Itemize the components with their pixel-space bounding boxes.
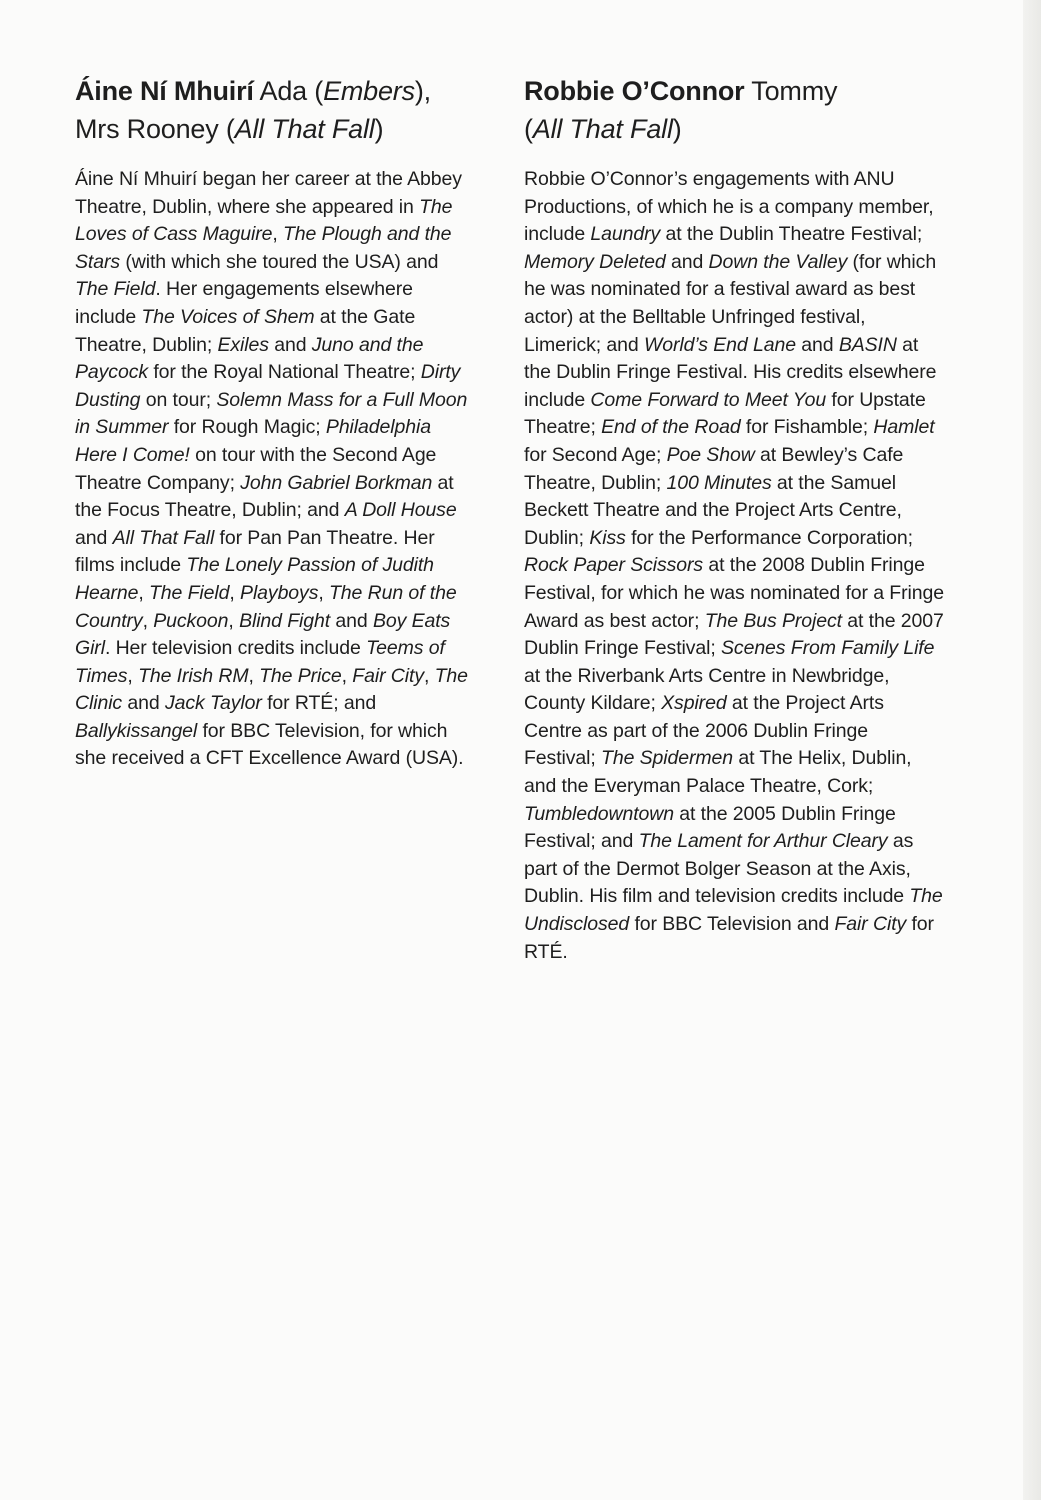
text-run: , (272, 223, 283, 246)
text-run: for Pan Pan Theatre. Her films include (75, 526, 435, 577)
text-run: End of the Road (601, 416, 741, 439)
text-run: Down the Valley (708, 250, 848, 273)
right-heading (524, 72, 944, 148)
text-run: Tommy (744, 76, 838, 106)
text-run: on tour; (140, 388, 217, 411)
text-run: Exiles (217, 333, 269, 356)
text-run: Ballykissangel (75, 719, 198, 742)
text-run: Xspired (661, 692, 727, 715)
text-run: for Rough Magic; (168, 416, 326, 439)
text-run: , (228, 609, 240, 632)
page-edge (1023, 0, 1041, 1500)
text-run: Dirty Dusting (75, 361, 461, 411)
text-run: Poe Show (666, 443, 755, 466)
text-run: at the Gate Theatre, Dublin; (75, 305, 416, 356)
text-run: for BBC Television and (629, 913, 835, 936)
text-run: (for which he was nominated for a festival award as best actor) at the Belltable Unfringed festival, Limerick; and (524, 250, 937, 356)
text-run: Embers (323, 76, 415, 106)
text-run: Robbie O’Connor’s engagements with ANU Productions, of which he is a company member, include (524, 168, 934, 246)
text-run: Playboys (240, 581, 319, 604)
text-run: Tumbledowntown (524, 802, 674, 825)
text-run: (with which she toured the USA) and (120, 250, 439, 273)
text-run: Juno and the Paycock (75, 333, 424, 384)
text-run: The Voices of Shem (141, 305, 315, 328)
text-run: Fair City (352, 664, 424, 687)
text-run: Áine Ní Mhuirí (75, 76, 254, 106)
text-run: ), (414, 76, 431, 106)
text-run: Puckoon (153, 609, 229, 632)
text-run: and (330, 609, 373, 632)
text-run: at the Samuel Beckett Theatre and the Project Arts Centre, Dublin; (524, 471, 902, 549)
text-run: The Lament for Arthur Cleary (638, 830, 888, 853)
text-run: The Undisclosed (524, 885, 943, 936)
text-run: for Upstate Theatre; (524, 388, 926, 439)
text-run: The Spidermen (601, 747, 734, 770)
text-run: , (341, 664, 353, 687)
text-run: and (795, 333, 839, 356)
text-run: Memory Deleted (524, 250, 666, 273)
text-run: A Doll House (344, 499, 457, 522)
text-run: , (229, 581, 241, 604)
text-run: for RTÉ; and (261, 692, 377, 715)
text-run: for RTÉ. (524, 913, 934, 963)
text-run: and (268, 333, 312, 356)
text-run: Ada ( (253, 76, 324, 106)
text-run: and (122, 692, 165, 715)
left-column (75, 72, 475, 773)
text-run: as part of the Dermot Bolger Season at the Axis, Dublin. His film and television credits include (524, 830, 914, 908)
text-run: The Field (149, 581, 230, 604)
right-column (524, 72, 944, 966)
text-run: for the Royal National Theatre; (148, 361, 421, 384)
text-run: The Loves of Cass Maguire (75, 195, 453, 246)
left-bio (75, 166, 475, 773)
text-run: , (127, 664, 139, 687)
text-run: All That Fall (112, 526, 215, 549)
text-run: Hamlet (873, 416, 935, 439)
text-run: The Lonely Passion of Judith Hearne (75, 554, 434, 604)
text-run: Blind Fight (239, 609, 331, 632)
text-run: All That Fall (234, 114, 375, 144)
text-run: The Bus Project (704, 609, 842, 632)
left-heading (75, 72, 475, 148)
text-run: ) (672, 114, 682, 144)
text-run: ( (524, 114, 533, 144)
text-run: World’s End Lane (643, 333, 796, 356)
text-run: and (75, 526, 113, 549)
text-run: for the Performance Corporation; (625, 526, 913, 549)
text-run: Laundry (590, 223, 661, 246)
text-run: , (318, 581, 329, 604)
text-run: BASIN (838, 333, 897, 356)
text-run: Teems of Times (75, 637, 445, 687)
right-bio (524, 166, 944, 966)
text-run: Robbie O’Connor (524, 76, 745, 106)
text-run: All That Fall (532, 114, 673, 144)
text-run: Boy Eats Girl (75, 609, 451, 660)
text-run: at the Project Arts Centre as part of the 2006 Dublin Fringe Festival; (524, 692, 884, 770)
text-run: , (248, 664, 260, 687)
text-run: at the Dublin Fringe Festival. His credits elsewhere include (524, 333, 937, 411)
text-run: . Her television credits include (104, 637, 367, 660)
text-run: , (138, 581, 149, 604)
text-run: Come Forward to Meet You (590, 388, 827, 411)
text-run: at the Dublin Theatre Festival; (660, 223, 923, 246)
text-run: Áine Ní Mhuirí began her career at the Abbey Theatre, Dublin, where she appeared in (75, 168, 462, 218)
text-run: The Field (75, 278, 156, 301)
text-run: 100 Minutes (666, 471, 772, 494)
text-run: Jack Taylor (164, 692, 262, 715)
text-run: at the 2007 Dublin Fringe Festival; (524, 609, 944, 660)
text-run: Fair City (834, 913, 907, 936)
text-run: Philadelphia Here I Come! (75, 416, 431, 466)
text-run: for BBC Television, for which she received a CFT Excellence Award (USA). (75, 719, 464, 770)
text-run: Rock Paper Scissors (524, 554, 704, 577)
text-run: The Clinic (75, 664, 468, 715)
text-run: The Price (259, 664, 342, 687)
text-run: and (665, 250, 709, 273)
text-run: Kiss (589, 526, 626, 549)
text-run: Scenes From Family Life (721, 637, 935, 660)
text-run: . Her engagements elsewhere include (75, 278, 413, 328)
text-run: The Plough and the Stars (75, 223, 452, 273)
text-run: ) (374, 114, 384, 144)
text-run: at the 2005 Dublin Fringe Festival; and (524, 802, 896, 853)
text-run: Solemn Mass for a Full Moon in Summer (75, 388, 468, 439)
text-run: at Bewley’s Cafe Theatre, Dublin; (524, 443, 904, 494)
text-run: at The Helix, Dublin, and the Everyman Palace Theatre, Cork; (524, 747, 912, 798)
text-run: Mrs Rooney ( (75, 114, 235, 144)
text-run: The Irish RM (138, 664, 249, 687)
text-run: , (142, 609, 154, 632)
text-run: at the Riverbank Arts Centre in Newbridge, County Kildare; (524, 664, 890, 715)
text-run: John Gabriel Borkman (240, 471, 433, 494)
text-run: , (423, 664, 435, 687)
text-run: for Fishamble; (740, 416, 874, 439)
text-run: The Run of the Country (75, 581, 457, 632)
text-run: on tour with the Second Age Theatre Company; (75, 443, 437, 494)
text-run: for Second Age; (524, 443, 667, 466)
text-run: at the Focus Theatre, Dublin; and (75, 471, 454, 522)
text-run: at the 2008 Dublin Fringe Festival, for which he was nominated for a Fringe Award as best actor; (524, 554, 944, 632)
